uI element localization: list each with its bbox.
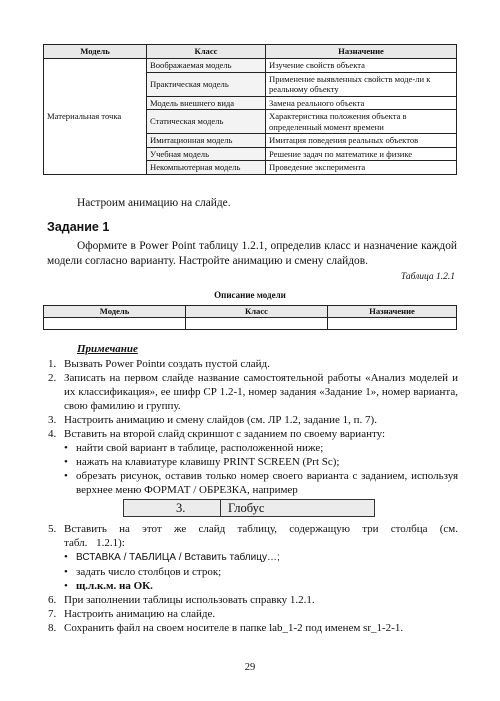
class-cell: Имитационная модель <box>147 134 266 148</box>
list-item <box>48 607 458 621</box>
purpose-cell: Имитация поведения реальных объектов <box>266 134 457 148</box>
bullet-icon: • <box>64 551 68 563</box>
bullet-item <box>48 469 458 497</box>
purpose-cell: Замена реального объекта <box>266 96 457 110</box>
example-number: 3. <box>176 501 186 515</box>
item-text: Вызвать Power Pointи создать пустой слайд. <box>64 358 270 370</box>
table-caption: Описание модели <box>214 290 286 300</box>
empty-cell <box>44 318 186 330</box>
bullet-icon: • <box>64 580 68 592</box>
class-cell: Учебная модель <box>147 147 266 161</box>
note-title: Примечание <box>77 343 138 355</box>
item-text: Вставить на второй слайд скриншот с заданием по своему варианту: <box>64 428 386 440</box>
bullet-text: задать число столбцов и строк; <box>76 566 222 578</box>
class-cell: Статическая модель <box>147 110 266 134</box>
group-cell: Материальная точка <box>44 59 147 175</box>
list-item <box>48 357 458 371</box>
bullet-item <box>48 550 458 565</box>
bullet-text: ВСТАВКА / ТАБЛИЦА / Вставить таблицу…; <box>76 552 280 563</box>
header-purpose: Назначение <box>328 306 457 318</box>
list-item <box>48 413 458 427</box>
item-number: 5. <box>48 523 57 535</box>
header-model: Модель <box>44 45 147 59</box>
item-number: 3. <box>48 414 57 426</box>
bullet-text: найти свой вариант в таблице, расположенной ниже; <box>76 442 324 454</box>
item-text: Вставить на этот же слайд таблицу, содержащую три столбца (см. табл. 1.2.1): <box>64 523 458 549</box>
header-model: Модель <box>44 306 186 318</box>
bullet-item <box>48 455 458 469</box>
purpose-cell: Решение задач по математике и физике <box>266 147 457 161</box>
list-item <box>48 371 458 413</box>
item-text: Настроить анимацию и смену слайдов (см. ЛР 1.2, задание 1, п. 7). <box>64 414 377 426</box>
item-number: 1. <box>48 358 57 370</box>
table-number: Таблица 1.2.1 <box>400 272 455 282</box>
class-cell: Некомпьютерная модель <box>147 161 266 175</box>
page-number: 29 <box>244 662 256 673</box>
example-screenshot <box>123 499 375 517</box>
item-number: 4. <box>48 428 57 440</box>
purpose-cell: Характеристика положения объекта в определенный момент времени <box>266 110 457 134</box>
model-description-table <box>43 305 457 330</box>
class-cell: Воображаемая модель <box>147 59 266 73</box>
item-number: 8. <box>48 622 57 634</box>
models-table <box>43 44 457 175</box>
item-text: При заполнении таблицы использовать справку 1.2.1. <box>64 594 315 606</box>
header-class: Класс <box>147 45 266 59</box>
item-number: 7. <box>48 608 57 620</box>
task-text: Оформите в Power Point таблицу 1.2.1, определив класс и назначение каждой модели согласно варианту. Настройте анимацию и смену слайдов. <box>47 240 457 267</box>
item-number: 6. <box>48 594 57 606</box>
bullet-item <box>48 579 458 593</box>
purpose-cell: Проведение эксперимента <box>266 161 457 175</box>
empty-cell <box>186 318 328 330</box>
list-item <box>48 427 458 441</box>
bullet-icon: • <box>64 470 68 482</box>
bullet-item <box>48 441 458 455</box>
bullet-text: щ.л.к.м. на ОК. <box>76 580 153 592</box>
item-number: 2. <box>48 372 57 384</box>
bullet-icon: • <box>64 442 68 454</box>
bullet-text: обрезать рисунок, оставив только номер своего варианта с заданием, используя верхнее меню ФОРМАТ / ОБРЕЗКА, например <box>76 470 458 496</box>
bullet-item <box>48 565 458 579</box>
header-purpose: Назначение <box>266 45 457 59</box>
example-word: Глобус <box>228 501 265 515</box>
bullet-text: нажать на клавиатуре клавишу PRINT SCREEN (Prt Sc); <box>76 456 340 468</box>
class-cell: Практическая модель <box>147 72 266 96</box>
list-item <box>48 593 458 607</box>
item-text: Настроить анимацию на слайде. <box>64 608 216 620</box>
steps-list <box>48 357 458 497</box>
bullet-icon: • <box>64 456 68 468</box>
steps-list-continued <box>48 522 458 635</box>
purpose-cell: Применение выявленных свойств моде-ли к реальному объекту <box>266 72 457 96</box>
list-item <box>48 621 458 635</box>
example-divider <box>220 500 221 516</box>
purpose-cell: Изучение свойств объекта <box>266 59 457 73</box>
class-cell: Модель внешнего вида <box>147 96 266 110</box>
animation-paragraph: Настроим анимацию на слайде. <box>77 197 231 209</box>
item-text: Записать на первом слайде название самостоятельной работы «Анализ моделей и их классификация», ее шифр СР 1.2-1, номер задания «Задание 1», номер варианта, свою фамилию и группу. <box>64 372 458 412</box>
task-heading: Задание 1 <box>47 220 110 234</box>
header-class: Класс <box>186 306 328 318</box>
empty-cell <box>328 318 457 330</box>
bullet-icon: • <box>64 566 68 578</box>
list-item <box>48 522 458 550</box>
item-text: Сохранить файл на своем носителе в папке lab_1-2 под именем sr_1-2-1. <box>64 622 404 634</box>
